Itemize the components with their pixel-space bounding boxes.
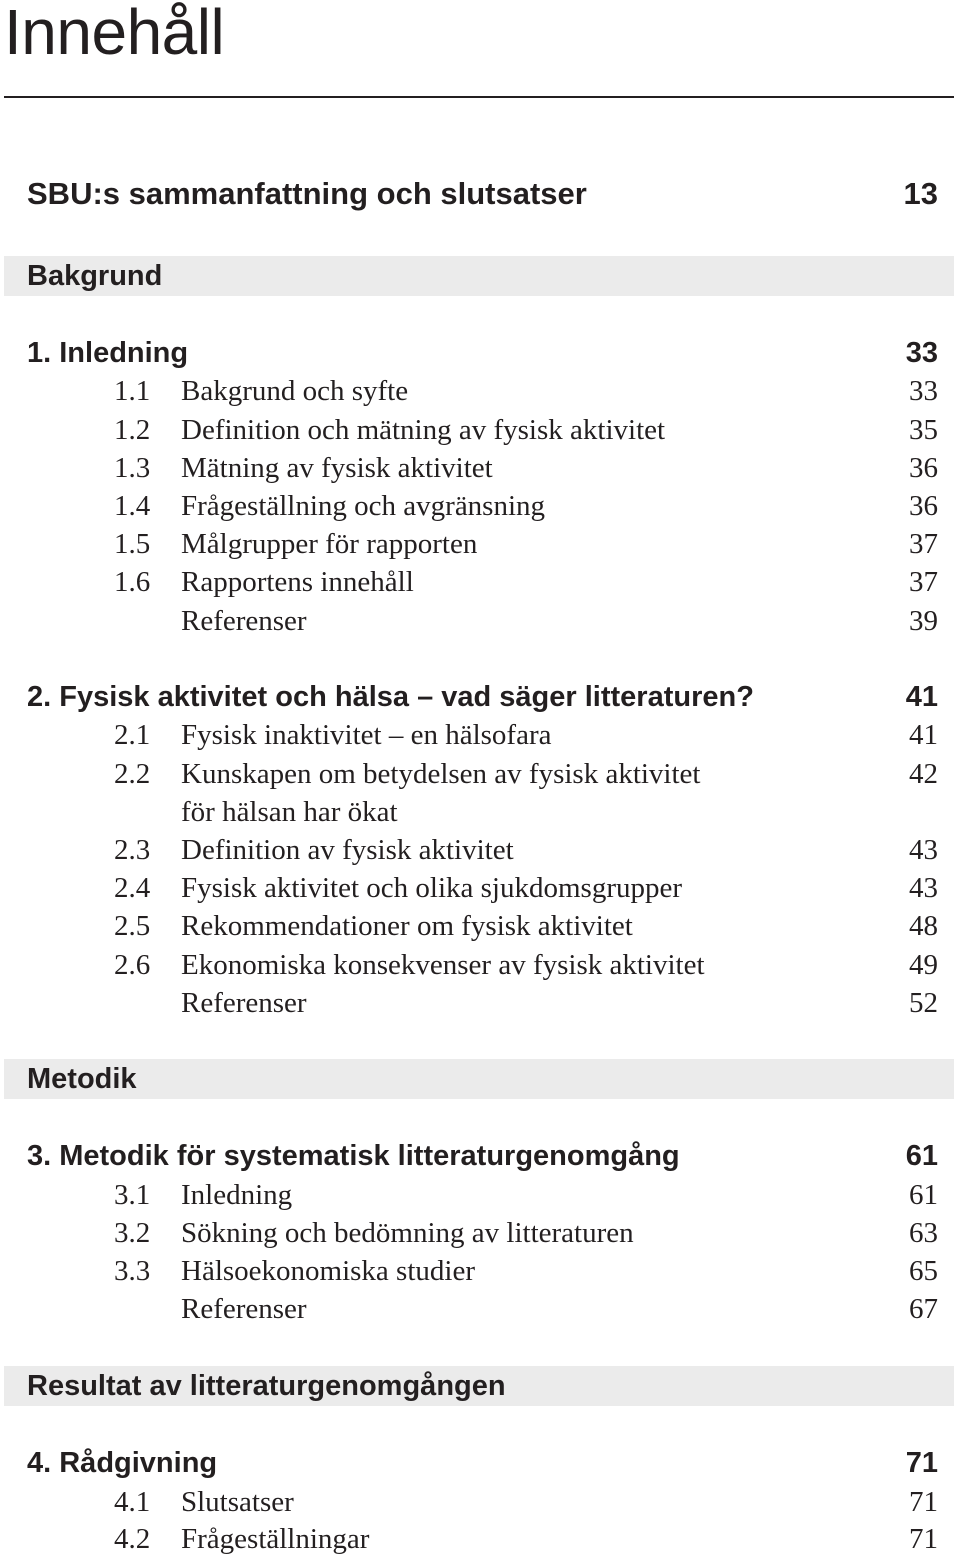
toc-entry[interactable]	[0, 1520, 960, 1558]
part-band-metodik	[4, 1059, 954, 1099]
toc-entry[interactable]	[0, 449, 960, 487]
entry-number: 2.1	[114, 719, 151, 751]
entry-label: Definition och mätning av fysisk aktivitet	[181, 414, 666, 446]
summary-label: SBU:s sammanfattning och slutsatser	[27, 176, 587, 211]
summary-page-number: 13	[903, 176, 938, 211]
entry-number: 2.2	[114, 758, 151, 790]
chapter-page-number: 61	[905, 1140, 938, 1172]
entry-label: Målgrupper för rapporten	[181, 528, 478, 560]
entry-page-number: 33	[909, 375, 938, 407]
entry-label: Fysisk aktivitet och olika sjukdomsgrupper	[181, 872, 683, 904]
toc-entry[interactable]	[0, 1176, 960, 1214]
entry-number: 1.2	[114, 414, 151, 446]
entry-page-number: 67	[909, 1293, 938, 1325]
toc-entry[interactable]	[0, 869, 960, 907]
entry-page-number: 52	[909, 987, 938, 1019]
toc-entry-continuation	[0, 793, 960, 831]
toc-entry[interactable]	[0, 1252, 960, 1290]
toc-entry[interactable]	[0, 831, 960, 869]
entry-page-number: 43	[909, 834, 938, 866]
entry-label: Rekommendationer om fysisk aktivitet	[181, 910, 633, 942]
entry-page-number: 63	[909, 1217, 938, 1249]
entry-page-number: 42	[909, 758, 938, 790]
toc-chapter-heading[interactable]	[0, 334, 960, 372]
entry-label: Sökning och bedömning av litteraturen	[181, 1217, 634, 1249]
toc-entry[interactable]	[0, 487, 960, 525]
entry-page-number: 39	[909, 605, 938, 637]
chapter-page-number: 41	[905, 681, 938, 713]
entry-page-number: 61	[909, 1179, 938, 1211]
toc-entry-references[interactable]	[0, 602, 960, 640]
entry-page-number: 36	[909, 452, 938, 484]
entry-number: 2.5	[114, 910, 151, 942]
entry-page-number: 37	[909, 528, 938, 560]
entry-page-number: 71	[909, 1523, 938, 1555]
entry-label: Kunskapen om betydelsen av fysisk aktivitet	[181, 758, 701, 790]
entry-number: 2.3	[114, 834, 151, 866]
chapter-label: 1. Inledning	[27, 337, 189, 369]
entry-number: 1.6	[114, 566, 151, 598]
entry-label: Hälsoekonomiska studier	[181, 1255, 475, 1287]
toc-chapter-heading[interactable]	[0, 678, 960, 716]
entry-label: Slutsatser	[181, 1486, 294, 1518]
entry-number: 3.1	[114, 1179, 151, 1211]
entry-label: Referenser	[181, 1293, 307, 1325]
entry-label: Definition av fysisk aktivitet	[181, 834, 514, 866]
entry-label: Rapportens innehåll	[181, 566, 414, 598]
entry-label: Mätning av fysisk aktivitet	[181, 452, 493, 484]
toc-summary-heading[interactable]	[0, 175, 960, 213]
part-label-metodik: Metodik	[27, 1063, 137, 1095]
chapter-label: 4. Rådgivning	[27, 1447, 218, 1479]
entry-number: 4.1	[114, 1486, 151, 1518]
entry-page-number: 65	[909, 1255, 938, 1287]
entry-page-number: 71	[909, 1486, 938, 1518]
toc-chapter-heading[interactable]	[0, 1444, 960, 1482]
toc-entry[interactable]	[0, 525, 960, 563]
toc-entry-references[interactable]	[0, 1290, 960, 1328]
entry-label: Fysisk inaktivitet – en hälsofara	[181, 719, 552, 751]
entry-number: 2.6	[114, 949, 151, 981]
toc-entry-references[interactable]	[0, 984, 960, 1022]
entry-number: 1.4	[114, 490, 151, 522]
page-title: Innehåll	[4, 0, 225, 68]
toc-entry[interactable]	[0, 563, 960, 601]
toc-entry[interactable]	[0, 755, 960, 793]
entry-number: 1.5	[114, 528, 151, 560]
toc-chapter-heading[interactable]	[0, 1137, 960, 1175]
title-rule	[4, 96, 954, 98]
entry-number: 3.3	[114, 1255, 151, 1287]
entry-number: 4.2	[114, 1523, 151, 1555]
entry-page-number: 48	[909, 910, 938, 942]
entry-page-number: 37	[909, 566, 938, 598]
entry-page-number: 43	[909, 872, 938, 904]
toc-entry[interactable]	[0, 1483, 960, 1521]
entry-number: 2.4	[114, 872, 151, 904]
chapter-label: 3. Metodik för systematisk litteraturgenomgång	[27, 1140, 680, 1172]
entry-label: Referenser	[181, 987, 307, 1019]
entry-label: Bakgrund och syfte	[181, 375, 409, 407]
entry-page-number: 35	[909, 414, 938, 446]
entry-page-number: 41	[909, 719, 938, 751]
part-label-bakgrund: Bakgrund	[27, 260, 163, 292]
entry-label: Frågeställningar	[181, 1523, 370, 1555]
entry-label: Referenser	[181, 605, 307, 637]
entry-page-number: 36	[909, 490, 938, 522]
entry-number: 3.2	[114, 1217, 151, 1249]
entry-label-continuation: för hälsan har ökat	[181, 796, 398, 828]
toc-entry[interactable]	[0, 372, 960, 410]
entry-page-number: 49	[909, 949, 938, 981]
entry-label: Inledning	[181, 1179, 293, 1211]
entry-number: 1.1	[114, 375, 151, 407]
chapter-label: 2. Fysisk aktivitet och hälsa – vad säger litteraturen?	[27, 681, 754, 713]
chapter-page-number: 71	[905, 1447, 938, 1479]
toc-entry[interactable]	[0, 907, 960, 945]
toc-entry[interactable]	[0, 946, 960, 984]
toc-entry[interactable]	[0, 411, 960, 449]
entry-label: Ekonomiska konsekvenser av fysisk aktivitet	[181, 949, 705, 981]
part-label-resultat: Resultat av litteraturgenomgången	[27, 1370, 506, 1402]
entry-number: 1.3	[114, 452, 151, 484]
entry-label: Frågeställning och avgränsning	[181, 490, 546, 522]
toc-entry[interactable]	[0, 1214, 960, 1252]
toc-entry[interactable]	[0, 716, 960, 754]
chapter-page-number: 33	[905, 337, 938, 369]
